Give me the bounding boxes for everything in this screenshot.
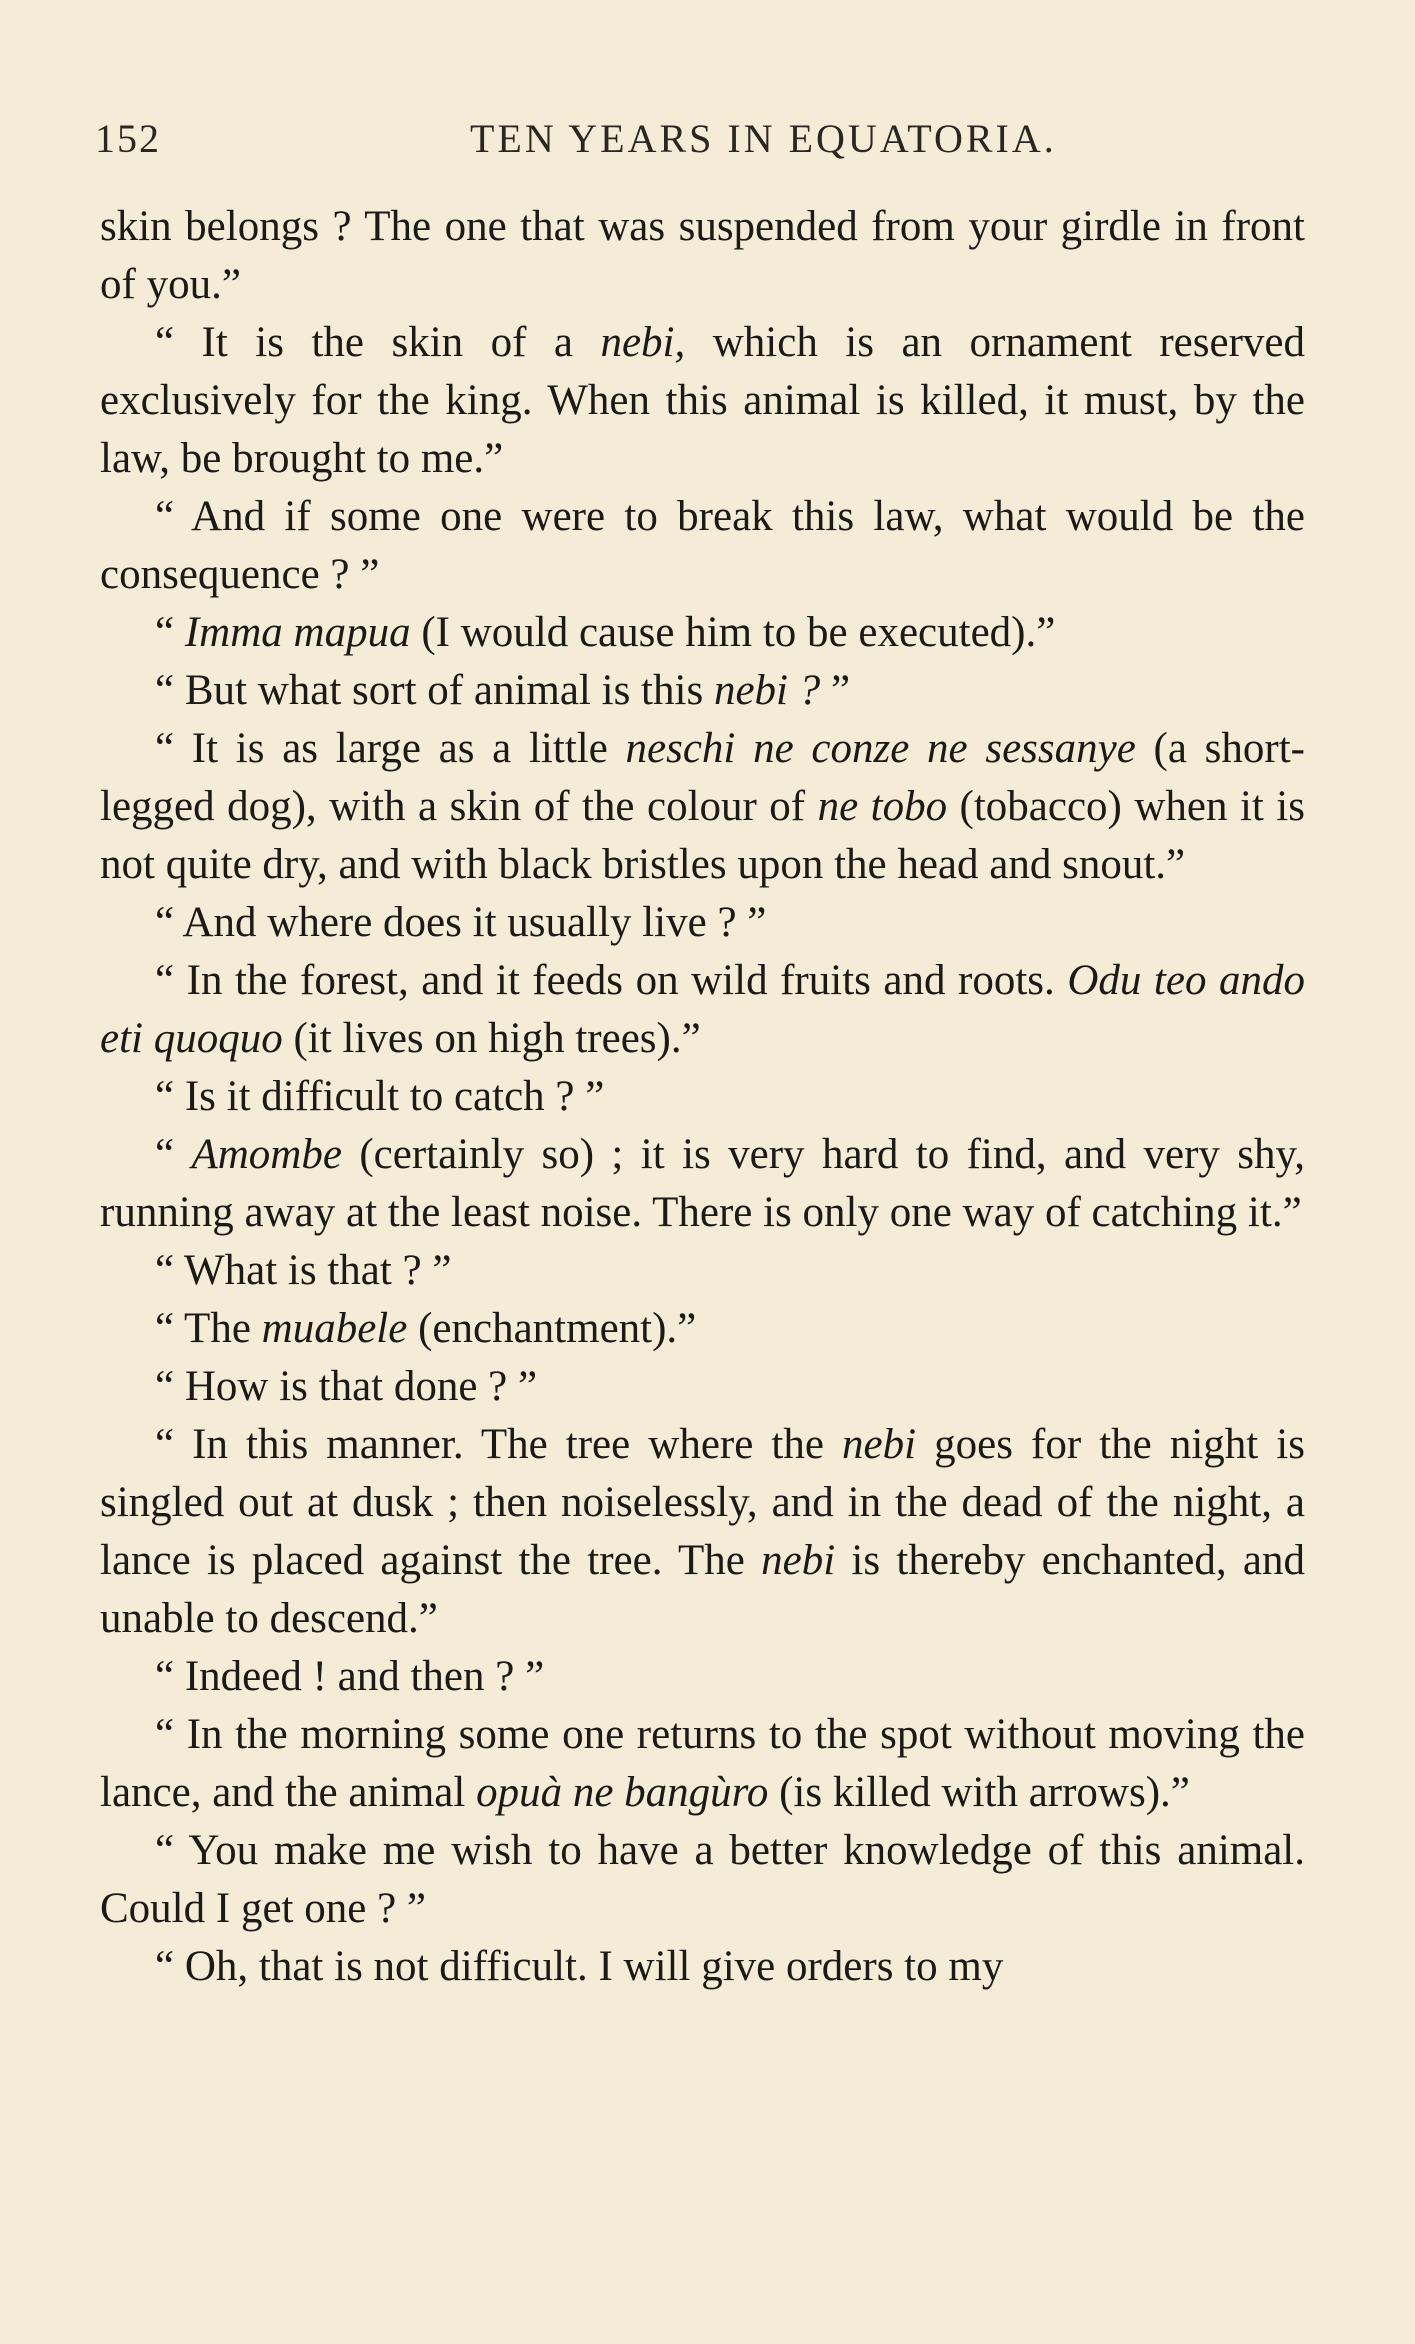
paragraph (100, 198, 1305, 314)
text-run: “ But what sort of animal is this (155, 667, 714, 714)
italic-term: Amombe (191, 1131, 342, 1178)
italic-term: nebi (761, 1537, 836, 1584)
italic-term: Imma mapua (184, 609, 411, 656)
italic-term: neschi ne conze ne sessanye (625, 725, 1136, 772)
text-run: (tobacco) when it is not quite dry, and with black bristles upon the head and snout.” (100, 783, 1305, 888)
paragraph (100, 1648, 1305, 1706)
running-title: TEN YEARS IN EQUATORIA. (470, 116, 1057, 161)
running-header (95, 115, 1320, 171)
italic-term: nebi (842, 1421, 917, 1468)
text-run: (is killed with arrows).” (768, 1769, 1190, 1816)
paragraph (100, 952, 1305, 1068)
text-run: “ What is that ? ” (155, 1247, 452, 1294)
paragraph (100, 1938, 1305, 1996)
text-run: “ Oh, that is not difficult. I will give orders to my (155, 1943, 1004, 1990)
text-run: “ In the forest, and it feeds on wild fruits and roots. (155, 957, 1068, 1004)
text-run: “ And where does it usually live ? ” (155, 899, 767, 946)
text-run: which is an ornament reserved exclusively for the king. When this animal is killed, it must, by the law, be brought to me.” (100, 319, 1305, 482)
body-text (100, 198, 1305, 1996)
paragraph (100, 1300, 1305, 1358)
page-number: 152 (95, 116, 161, 161)
text-run: is thereby enchanted, and unable to descend.” (100, 1537, 1305, 1642)
text-run: (certainly so) ; it is very hard to find, and very shy, running away at the least noise. There is only one way of catching it.” (100, 1131, 1305, 1236)
paragraph (100, 1706, 1305, 1822)
text-run: (a short-legged dog), with a skin of the colour of (100, 725, 1305, 830)
text-run: “ You make me wish to have a better knowledge of this animal. Could I get one ? ” (100, 1827, 1305, 1932)
paragraph (100, 1358, 1305, 1416)
paragraph (100, 1126, 1305, 1242)
italic-term: nebi ? (713, 667, 821, 714)
text-run: skin belongs ? The one that was suspended from your girdle in front of you.” (100, 203, 1305, 308)
paragraph (100, 488, 1305, 604)
paragraph (100, 604, 1305, 662)
text-run: “ In the morning some one returns to the spot without moving the lance, and the animal (100, 1711, 1305, 1816)
text-run: goes for the night is singled out at dusk ; then noiselessly, and in the dead of the night, a lance is placed against the tree. The (100, 1421, 1305, 1584)
text-run: ” (820, 667, 851, 714)
text-run: “ (155, 1131, 192, 1178)
paragraph (100, 1416, 1305, 1648)
paragraph (100, 894, 1305, 952)
text-run: “ The (155, 1305, 262, 1352)
italic-term: nebi, (600, 319, 686, 366)
italic-term: muabele (261, 1305, 408, 1352)
text-run: “ Is it difficult to catch ? ” (155, 1073, 605, 1120)
paragraph (100, 1068, 1305, 1126)
paragraph (100, 720, 1305, 894)
italic-term: opuà ne bangùro (476, 1769, 769, 1816)
text-run: “ (155, 609, 185, 656)
paragraph (100, 1822, 1305, 1938)
text-run: “ How is that done ? ” (155, 1363, 538, 1410)
paragraph (100, 1242, 1305, 1300)
text-run: (I would cause him to be executed).” (410, 609, 1056, 656)
text-run: “ And if some one were to break this law, what would be the consequence ? ” (100, 493, 1305, 598)
paragraph (100, 314, 1305, 488)
text-run: “ Indeed ! and then ? ” (155, 1653, 545, 1700)
paragraph (100, 662, 1305, 720)
italic-term: Odu teo ando eti quoquo (100, 957, 1305, 1062)
text-run: “ It is as large as a little (155, 725, 626, 772)
text-run: (enchantment).” (407, 1305, 697, 1352)
text-run: “ In this manner. The tree where the (155, 1421, 843, 1468)
text-run: (it lives on high trees).” (282, 1015, 701, 1062)
italic-term: ne tobo (817, 783, 948, 830)
text-run: “ It is the skin of a (155, 319, 601, 366)
